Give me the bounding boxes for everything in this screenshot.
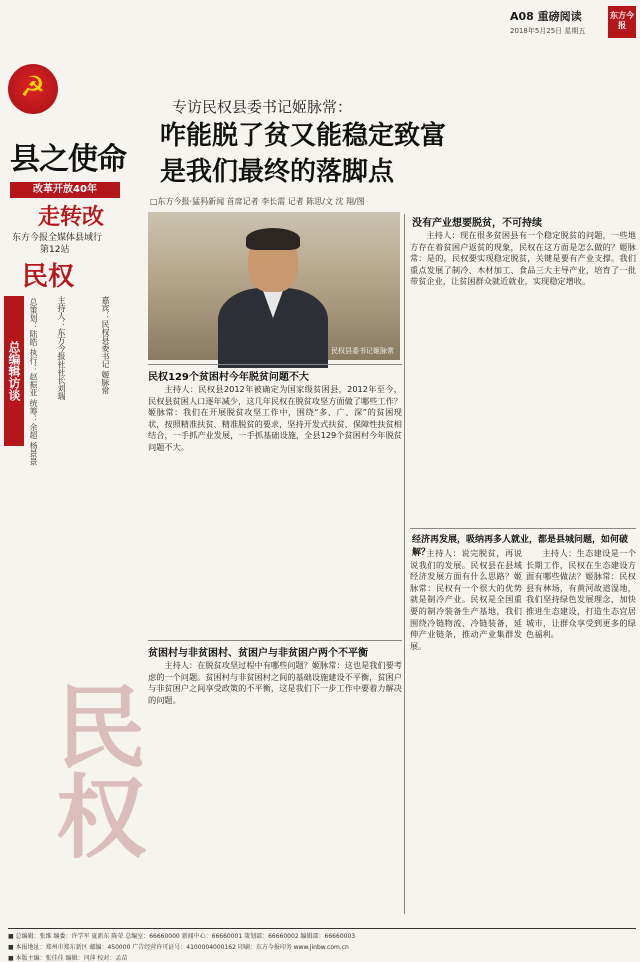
newspaper-logo: 东方今报 [608,6,636,38]
page-number [510,8,582,24]
column-divider [404,214,405,914]
footer-row-3: ■ 本版主编：张佳佳 编辑：闫萍 校对：孟苗 [8,955,128,962]
section-divider [148,364,402,365]
side-column [0,290,146,930]
section-text-5: 主持人：生态建设是一个长期工作，民权在生态建设方面有哪些做法？姬脉常：民权县有林场，有黄河故道湿地，我们坚持绿色发展理念，加快推进生态建设，打造生态宜居城市，让群众享受到更多的绿色福利。 [526,548,636,640]
interview-tag: 总编辑访谈 [4,296,24,446]
section-body-3 [410,230,636,524]
series-title: 县之使命 [10,142,126,177]
series-place: 民权 [22,262,75,292]
section-body-1 [148,384,402,634]
issue-date: 2018年5月25日 星期五 [510,27,586,35]
person-figure [218,232,328,360]
section-heading-3: 没有产业想要脱贫，不可持续 [412,218,542,229]
section-divider [148,640,402,641]
footer-row-2: ■ 本报地址：郑州市郑东新区 邮编：450000 广告经营许可证号：4100004000162 印刷：东方今报印务 www.jinbw.com.cn [8,944,349,951]
section-name: 重磅阅读 [537,10,582,23]
section-body-5 [526,548,636,918]
series-subtitle: 走转改 [38,204,105,230]
person-hair [246,228,300,250]
series-sub1: 东方今报全媒体县域行 [12,233,103,243]
section-text-2: 主持人：在脱贫攻坚过程中有哪些问题？姬脉常：这也是我们要考虑的一个问题。贫困村与非贫困村之间的基础设施建设不平衡，贫困户与非贫困户之间享受政策的不平衡，这是我们下一步工作中要着力解决的问题。 [148,660,402,705]
headline: 咋能脱了贫又能稳定致富是我们最终的落脚点 [160,121,447,187]
guest-label: 嘉宾：民权县委书记 姬脉常 [101,296,110,395]
section-text-3: 主持人：现在很多贫困县有一个稳定脱贫的问题，一些地方存在着贫困户返贫的现象，民权在这方面是怎么做的？姬脉常：是的，民权要实现稳定脱贫，关键是要有产业支撑。我们重点发展了制冷、木材加工、食品三大主导产业，培育了一批带贫企业，让贫困群众就近就业，实现稳定增收。 [410,230,636,287]
headline-kicker: 专访民权县委书记姬脉常： [172,98,353,116]
section-heading-1: 民权129个贫困村今年脱贫问题不大 [148,372,309,383]
section-text-4: 主持人：说完脱贫，再说说我们的发展。民权县在县域经济发展方面有什么思路？姬脉常：民权有一个很大的优势就是制冷产业。民权是全国重要的制冷装备生产基地，我们围绕冷链物流、冷链装备，延伸产业链条，推动产业集群发展。 [410,548,522,651]
section-heading-4: 经济再发展，吸纳再多人就业，都是县城问题，如何破解？ [412,535,629,558]
page-number-text: A08 [510,10,534,23]
photo-caption: 民权县委书记姬脉常 [331,347,394,355]
section-body-4 [410,548,522,918]
section-body-2 [148,660,402,920]
section-text-1: 主持人：民权县2012年被确定为国家级贫困县，2012年至今，民权县贫困人口逐年减少，这几年民权在脱贫攻坚方面做了哪些工作？姬脉常：我们在开展脱贫攻坚工作中，围绕“多、广、深”的贫困现状，按照精准扶贫、精准脱贫的要求，坚持开发式扶贫、保障性扶贫相结合，一手抓产业发展，一手抓基础设施，全县129个贫困村今年脱贫问题不大。 [148,384,402,452]
series-stop: 第12站 [40,245,70,255]
credits: 总策划：陆皓 执行：赵振亚 统筹：余超 杨景景 [29,298,38,466]
footer-row-1: ■ 总编辑：张维 编委：许学军 夏新东 陈荣 总编室：66660000 新闻中心：66660001 策划部：66660002 编辑部：66660003 [8,933,356,940]
byline: □东方今报·猛犸新闻 首席记者 李长需 记者 陈思/文 沈 翔/图 [150,197,365,206]
host-label: 主持人：东方今报社社长刘瑞 [57,296,66,400]
place-watermark: 民权 [40,680,146,860]
portrait-photo [148,212,400,360]
section-divider [410,528,636,529]
masthead-bar [390,6,638,46]
section-heading-2: 贫困村与非贫困村、贫困户与非贫困户两个不平衡 [148,648,368,659]
series-banner [0,24,140,292]
party-emblem-icon: ☭ [8,64,58,114]
page-footer [8,928,636,962]
series-tagline: 改革开放40年 [10,182,120,198]
